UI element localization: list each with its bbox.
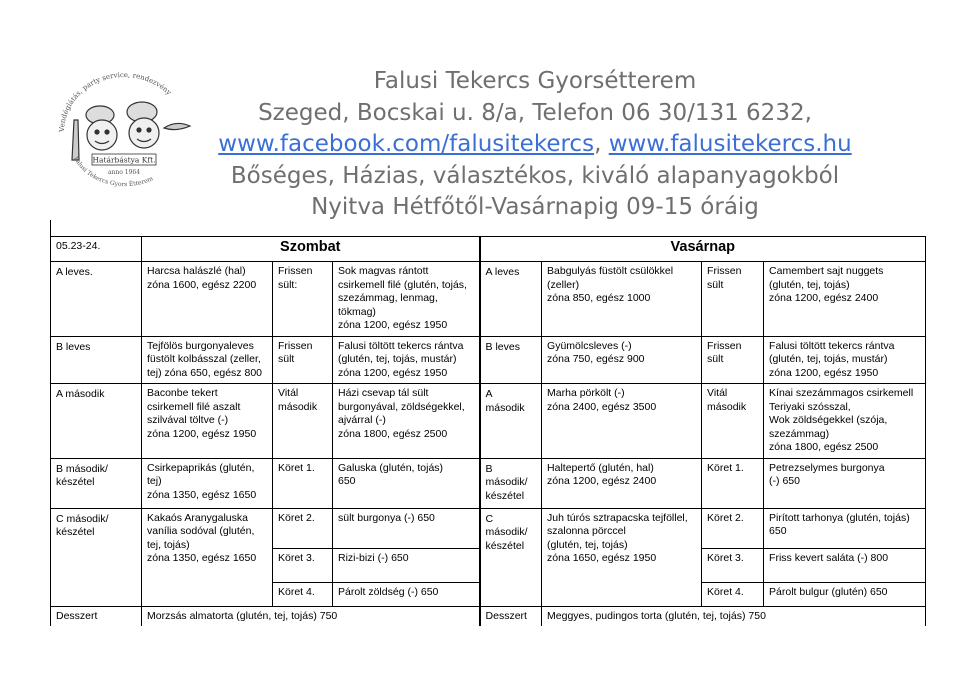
course-label: A második: [480, 384, 542, 459]
side-dish-cell: Sok magvas rántott csirkemell filé (glutén, tojás, szezámmag, lenmag, tökmag) zóna 1200, egész 1950: [333, 262, 480, 337]
dessert-label: Desszert: [51, 606, 142, 626]
course-label: C második/ készétel: [51, 508, 142, 606]
weekend-menu-table: [50, 236, 926, 626]
side-dish-cell: Camembert sajt nuggets (glutén, tej, tojás) zóna 1200, egész 2400: [764, 262, 926, 337]
tagline: Bőséges, Házias, választékos, kiváló alapanyagokból: [230, 162, 840, 189]
logo-text-bottom: Falusi Tekercs Gyors Étterem: [72, 155, 155, 189]
dish-cell: Juh túrós sztrapacska tejföllel, szalonna pörccel (glutén, tej, tojás) zóna 1650, egész 1950: [542, 508, 702, 606]
side-label: Vitál második: [702, 384, 764, 459]
course-label: A második: [51, 384, 142, 459]
dish-cell: Baconbe tekert csirkemell filé aszalt szilvával töltve (-) zóna 1200, egész 1950: [142, 384, 273, 459]
course-label: B leves: [51, 336, 142, 384]
logo-banner-text: Határbástya Kft.: [92, 155, 156, 165]
logo-since-text: anno 1964: [107, 169, 141, 176]
side-label: Köret 2.: [273, 508, 333, 548]
dish-cell: Harcsa halászlé (hal) zóna 1600, egész 2200: [142, 262, 273, 337]
side-dish-cell: Falusi töltött tekercs rántva (glutén, tej, tojás, mustár) zóna 1200, egész 1950: [764, 336, 926, 384]
side-label: Frissen sült: [702, 262, 764, 337]
dish-cell: Tejfölös burgonyaleves füstölt kolbásszal (zeller, tej) zóna 650, egész 800: [142, 336, 273, 384]
link-separator: ,: [594, 131, 609, 157]
website-link[interactable]: www.falusitekercs.hu: [608, 131, 852, 157]
side-dish-cell: Házi csevap tál sült burgonyával, zöldségekkel, ajvárral (-) zóna 1800, egész 2500: [333, 384, 480, 459]
side-label: Köret 1.: [702, 458, 764, 508]
dish-cell: Kakaós Aranygaluska vanília sodóval (glutén, tej, tojás) zóna 1350, egész 1650: [142, 508, 273, 606]
menu-date: 05.23-24.: [51, 237, 142, 262]
side-dish-cell: Kínai szezámmagos csirkemell Teriyaki szósszal, Wok zöldségekkel (szója, szezámmag) zóna 1800, egész 2500: [764, 384, 926, 459]
opening-hours: Nyitva Hétfőtől-Vasárnapig 09-15 óráig: [311, 194, 759, 220]
side-dish-cell: Friss kevert saláta (-) 800: [764, 548, 926, 582]
links-line: [200, 129, 870, 161]
dish-cell: Marha pörkölt (-) zóna 2400, egész 3500: [542, 384, 702, 459]
menu-row: [51, 508, 926, 548]
side-dish-cell: Párolt bulgur (glutén) 650: [764, 582, 926, 606]
course-label: B második/ készétel: [480, 458, 542, 508]
side-label: Köret 4.: [273, 582, 333, 606]
dessert-cell: Meggyes, pudingos torta (glutén, tej, tojás) 750: [542, 606, 926, 626]
side-dish-cell: Pirított tarhonya (glutén, tojás) 650: [764, 508, 926, 548]
side-dish-cell: Párolt zöldség (-) 650: [333, 582, 480, 606]
course-label: C második/ készétel: [480, 508, 542, 606]
dish-cell: Csirkepaprikás (glutén, tej) zóna 1350, egész 1650: [142, 458, 273, 508]
dessert-row: [51, 606, 926, 626]
side-dish-cell: Rizi-bizi (-) 650: [333, 548, 480, 582]
logo-text-top: Vendéglátás, party service, rendezvény: [57, 70, 173, 133]
menu-table-body: [51, 237, 926, 627]
dish-cell: Babgulyás füstölt csülökkel (zeller) zóna 850, egész 1000: [542, 262, 702, 337]
restaurant-logo: [52, 70, 197, 195]
dish-cell: Gyümölcsleves (-) zóna 750, egész 900: [542, 336, 702, 384]
day-header-row: [51, 237, 926, 262]
side-dish-cell: Petrezselymes burgonya (-) 650: [764, 458, 926, 508]
day-saturday: Szombat: [142, 237, 480, 262]
dish-cell: Haltepertő (glutén, hal) zóna 1200, egész 2400: [542, 458, 702, 508]
side-label: Köret 1.: [273, 458, 333, 508]
side-label: Köret 3.: [702, 548, 764, 582]
facebook-link[interactable]: www.facebook.com/falusitekercs: [218, 131, 595, 157]
menu-row: [51, 262, 926, 337]
side-dish-cell: Falusi töltött tekercs rántva (glutén, tej, tojás, mustár) zóna 1200, egész 1950: [333, 336, 480, 384]
side-dish-cell: Galuska (glutén, tojás) 650: [333, 458, 480, 508]
dessert-cell: Morzsás almatorta (glutén, tej, tojás) 750: [142, 606, 480, 626]
restaurant-address: Szeged, Bocskai u. 8/a, Telefon 06 30/131 6232,: [258, 99, 812, 126]
day-sunday: Vasárnap: [480, 237, 926, 262]
course-label: A leves.: [51, 262, 142, 337]
menu-row: [51, 458, 926, 508]
menu-row: [51, 384, 926, 459]
side-label: Köret 3.: [273, 548, 333, 582]
side-label: Frissen sült: [273, 336, 333, 384]
dessert-label: Desszert: [480, 606, 542, 626]
side-label: Frissen sült: [702, 336, 764, 384]
course-label: B második/ készétel: [51, 458, 142, 508]
side-label: Frissen sült:: [273, 262, 333, 337]
course-label: B leves: [480, 336, 542, 384]
side-dish-cell: sült burgonya (-) 650: [333, 508, 480, 548]
side-label: Köret 2.: [702, 508, 764, 548]
menu-row: [51, 336, 926, 384]
course-label: A leves: [480, 262, 542, 337]
side-label: Köret 4.: [702, 582, 764, 606]
side-label: Vitál második: [273, 384, 333, 459]
restaurant-header: [200, 66, 870, 224]
restaurant-name: Falusi Tekercs Gyorsétterem: [373, 68, 697, 94]
